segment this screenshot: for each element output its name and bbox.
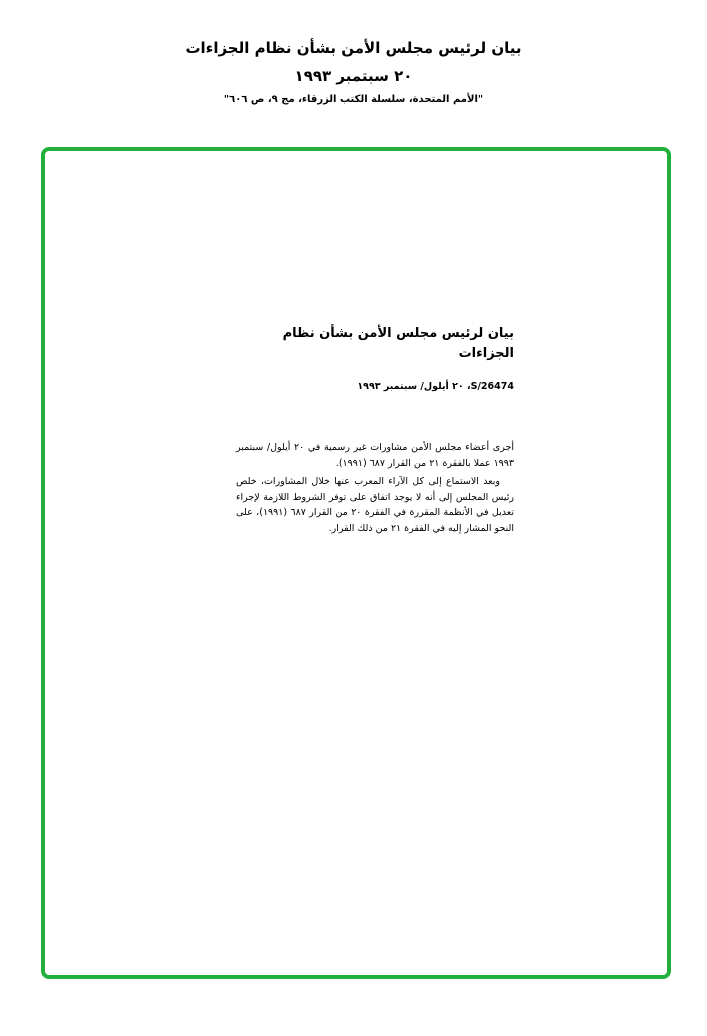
body-paragraph-2: وبعد الاستماع إلى كل الآراء المعرب عنها خلال المشاورات، خلص رئيس المجلس إلى أنه لا يوجد اتفاق على توفر الشروط اللازمة لإجراء تعديل في الأنظمة المقررة في الفقرة ٢٠ من القرار ٦٨٧ (١٩٩١)، على النحو المشار إليه في الفقرة ٢١ من ذلك القرار. — [236, 476, 514, 534]
document-content — [236, 324, 514, 539]
document-frame — [41, 147, 671, 979]
page-title: بيان لرئيس مجلس الأمن بشأن نظام الجزاءات — [185, 39, 522, 57]
document-reference: S/26474، ٢٠ أيلول/ سبتمبر ١٩٩٣ — [357, 381, 514, 392]
page-date: ٢٠ سبتمبر ١٩٩٣ — [294, 67, 413, 85]
page-header — [0, 36, 707, 108]
document-title: بيان لرئيس مجلس الأمن بشأن نظام الجزاءات — [282, 326, 514, 361]
body-paragraph-1: أجرى أعضاء مجلس الأمن مشاورات غير رسمية في ٢٠ أيلول/ سبتمبر ١٩٩٣ عملا بالفقرة ٢١ من القرار ٦٨٧ (١٩٩١). — [236, 442, 514, 469]
source-citation: "الأمم المتحدة، سلسلة الكتب الزرقاء، مج ٩، ص ٦٠٦" — [223, 94, 484, 105]
document-body — [236, 440, 514, 536]
